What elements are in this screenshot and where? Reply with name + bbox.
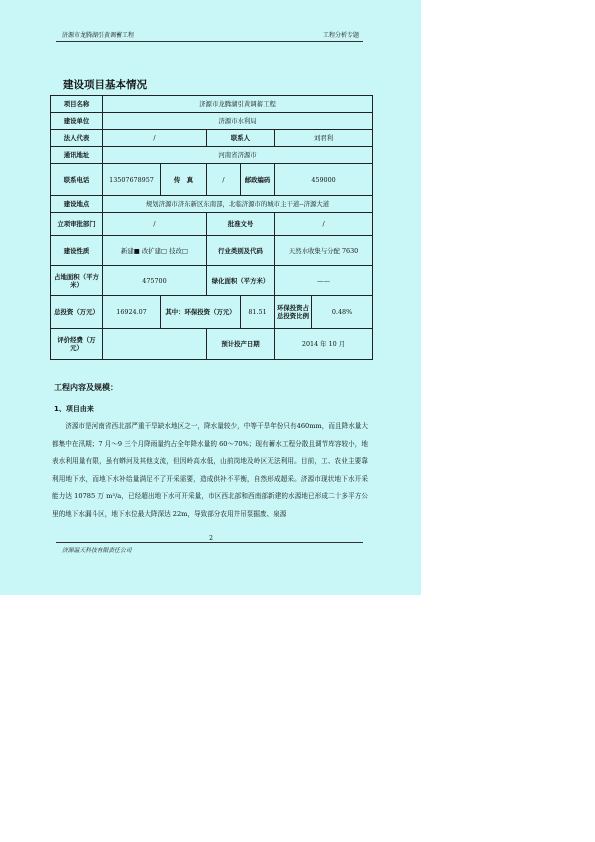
value-builder: 济源市水利局 — [103, 113, 373, 130]
label-env-investment: 其中：环保投资（万元） — [161, 296, 241, 329]
table-row — [51, 266, 373, 296]
footer-company: 济源温天科技有限责任公司 — [62, 548, 132, 554]
value-project-name: 济源市龙腾湖引黄调蓄工程 — [103, 96, 373, 113]
table-row — [51, 113, 373, 130]
value-approval-dept: / — [103, 213, 207, 236]
body-paragraph — [52, 418, 368, 524]
value-approval-number: / — [275, 213, 373, 236]
label-fax: 传 真 — [161, 164, 207, 196]
label-industry-code: 行业类别及代码 — [207, 236, 275, 266]
header-project-name: 济源市龙腾湖引黄调蓄工程 — [62, 32, 135, 39]
table-row — [51, 213, 373, 236]
value-fax: / — [207, 164, 241, 196]
label-location: 建设地点 — [51, 196, 103, 213]
label-eval-fee: 评价经费（万元） — [51, 329, 103, 360]
value-land-area: 475700 — [103, 266, 207, 296]
label-production-date: 预计投产日期 — [207, 329, 275, 360]
footer-divider — [56, 542, 363, 543]
value-phone: 13507678957 — [103, 164, 161, 196]
label-approval-dept: 立项审批部门 — [51, 213, 103, 236]
project-info-table — [50, 95, 373, 360]
value-contact: 刘君利 — [275, 130, 373, 147]
value-location: 规划济源市济东新区东南部，北临济源市的城市主干道--济源大道 — [103, 196, 373, 213]
content-title: 工程内容及规模： — [54, 383, 118, 392]
label-nature: 建设性质 — [51, 236, 103, 266]
table-row — [51, 130, 373, 147]
label-green-area: 绿化面积（平方米） — [207, 266, 275, 296]
value-env-ratio: 0.48% — [312, 296, 373, 329]
section-title: 建设项目基本情况 — [63, 79, 147, 91]
label-approval-number: 批准文号 — [207, 213, 275, 236]
value-total-investment: 16924.07 — [103, 296, 161, 329]
label-postcode: 邮政编码 — [241, 164, 275, 196]
label-total-investment: 总投资（万元） — [51, 296, 103, 329]
value-env-investment: 81.51 — [241, 296, 275, 329]
header-divider — [56, 41, 363, 42]
table-row — [51, 164, 373, 196]
table-row — [51, 196, 373, 213]
value-address: 河南省济源市 — [103, 147, 373, 164]
label-project-name: 项目名称 — [51, 96, 103, 113]
value-production-date: 2014 年 10 月 — [275, 329, 373, 360]
value-green-area: —— — [275, 266, 373, 296]
header-report-type: 工程分析专题 — [322, 32, 359, 39]
table-row — [51, 236, 373, 266]
table-row — [51, 329, 373, 360]
label-builder: 建设单位 — [51, 113, 103, 130]
value-industry-code: 天然水收集与分配 7630 — [275, 236, 373, 266]
label-legal-rep: 法人代表 — [51, 130, 103, 147]
label-contact: 联系人 — [207, 130, 275, 147]
table-row — [51, 96, 373, 113]
label-land-area: 占地面积（平方米） — [51, 266, 103, 296]
value-legal-rep: / — [103, 130, 207, 147]
table-row — [51, 147, 373, 164]
value-postcode: 459000 — [275, 164, 373, 196]
page-number: 2 — [209, 535, 213, 542]
sub-title: 1、项目由来 — [54, 405, 94, 413]
table-row — [51, 296, 373, 329]
label-env-ratio: 环保投资占总投资比例 — [275, 296, 312, 329]
body-text: 济源市是河南省西北部严重干旱缺水地区之一，降水量较少，中等干旱年份只有460mm，而且降水量大都集中在汛期；7 月～9 三个月降雨量约占全年降水量的 60～70%；现有蓄水工程分散且调节库容较小，地表水利用量有限，虽有蟒河及其他支流，但因岭高水低，山前岗地及岭区无法利用。目前，工、农业主要靠利用地下水，而地下水补给量满足不了开采需要，造成供补不平衡，自然形成超采。济源市现状地下水开采能力达 10785 万 m³/a，已经超出地下水可开采量，市区西北部和西南部新建的水源地已形成二十多平方公里的地下水漏斗区，地下水位最大降深达 22m，导致部分农用井吊泵掘废、泉源 — [52, 422, 369, 518]
value-eval-fee — [103, 329, 207, 360]
label-phone: 联系电话 — [51, 164, 103, 196]
value-nature: 新建■ 改扩建□ 技改□ — [103, 236, 207, 266]
label-address: 通讯地址 — [51, 147, 103, 164]
